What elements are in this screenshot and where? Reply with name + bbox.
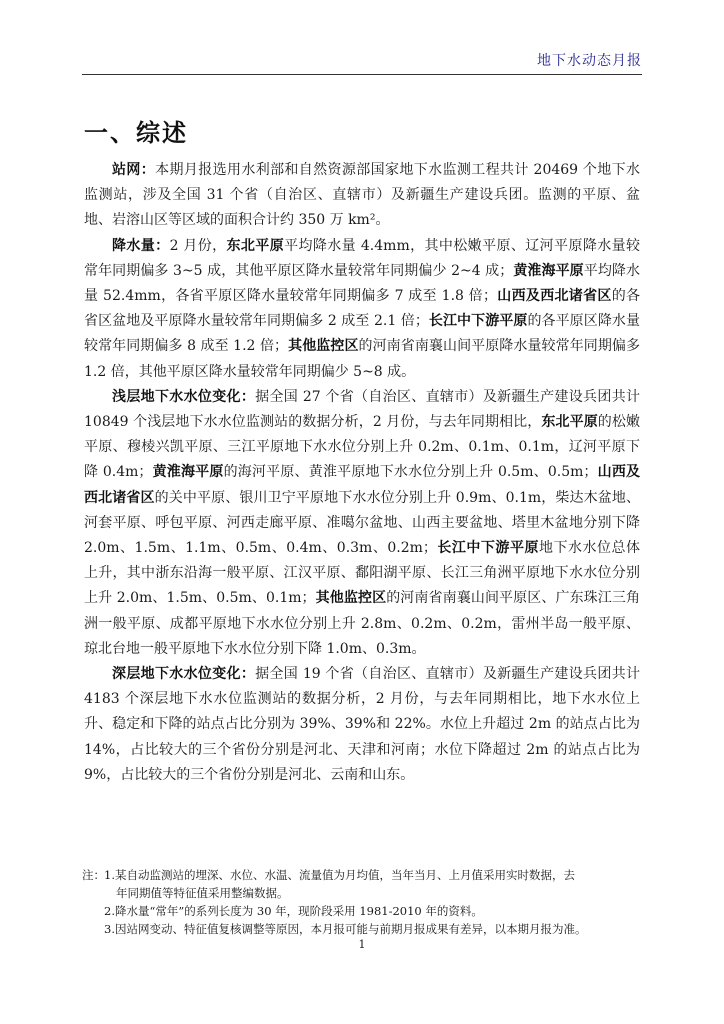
report-body (84, 158, 640, 788)
precipitation-text: 平均降水量 52.4mm，各省平原区降水量较常年同期偏多 7 成至 1.8 倍； (84, 262, 641, 305)
footnote-2 (82, 902, 642, 920)
region-label: 长江中下游平原 (428, 313, 528, 330)
footnote-text: 2.降水量“常年”的系列长度为 30 年，现阶段采用 1981-2010 年的资料。 (104, 904, 483, 918)
footnote-text: 1.某自动监测站的埋深、水位、水温、流量值为月均值，当年当月、上月值采用实时数据，去 (104, 868, 575, 882)
shallow-groundwater-text: 的河南省南襄山间平原区、广东珠江三角洲一般平原、成都平原地下水水位分别上升 2.8m、0.2m、0.2m，雷州半岛一般平原、琼北台地一般平原地下水水位分别下降 1.0m、0.3m。 (84, 590, 640, 657)
footnote-label: 注： (82, 868, 105, 882)
paragraph-station-network (84, 158, 640, 234)
region-label: 山西及西北诸省区 (496, 288, 612, 305)
header-rule (82, 74, 642, 75)
shallow-groundwater-text: 的关中平原、银川卫宁平原地下水水位分别上升 0.9m、0.1m，柴达木盆地、河套平原、呼包平原、河西走廊平原、准噶尔盆地、山西主要盆地、塔里木盆地分别下降 2.0m、1.5m、1.1m、0.5m、0.4m、0.3m、0.2m； (84, 489, 641, 557)
deep-groundwater-heading: 深层地下水水位变化： (112, 666, 256, 683)
deep-groundwater-text: 据全国 19 个省（自治区、直辖市）及新疆生产建设兵团共计 4183 个深层地下水水位监测站的数据分析，2 月份，与去年同期相比，地下水水位上升、稳定和下降的站点占比分别为 39%、39%和 22%。水位上升超过 2m 的站点占比为 14%，占比较大的三个省份分别是河北、天津和河南；水位下降超过 2m 的站点占比为 9%，占比较大的三个省份分别是河北、云南和山东。 (84, 666, 641, 783)
region-label: 东北平原 (226, 237, 285, 254)
section-heading: 一、综述 (84, 119, 188, 147)
footnote-3 (82, 920, 642, 938)
precipitation-text: 平均降水量 4.4mm，其中松嫩平原、辽河平原降水量较常年同期偏多 3~5 成，其他平原区降水量较常年同期偏少 2~4 成； (84, 237, 641, 279)
precipitation-heading: 降水量： (112, 237, 170, 254)
precipitation-text: 的各平原区降水量较常年同期偏多 8 成至 1.2 倍； (84, 313, 640, 355)
shallow-groundwater-text: 据全国 27 个省（自治区、直辖市）及新疆生产建设兵团共计 10849 个浅层地下水水位监测站的数据分析，2 月份，与去年同期相比， (84, 388, 641, 431)
shallow-groundwater-text: 的松嫩平原、穆棱兴凯平原、三江平原地下水水位分别上升 0.2m、0.1m、0.1m，辽河平原下降 0.4m； (84, 414, 640, 481)
paragraph-shallow-groundwater (84, 385, 640, 662)
region-label: 长江中下游平原 (436, 540, 539, 557)
station-network-text: 本期月报选用水利部和自然资源部国家地下水监测工程共计 20469 个地下水监测站，涉及全国 31 个省（自治区、直辖市）及新疆生产建设兵团。监测的平原、盆地、岩溶山区等区域的面积合计约 350 万 km²。 (84, 162, 640, 229)
region-label: 山西及西北诸省区 (84, 464, 641, 506)
region-label: 黄淮海平原 (513, 262, 584, 279)
header-title: 地下水动态月报 (537, 53, 642, 69)
precipitation-text: 的各省区盆地及平原降水量较常年同期偏多 2 成至 2.1 倍； (84, 288, 641, 330)
paragraph-precipitation (84, 234, 640, 385)
station-network-heading: 站网： (112, 162, 156, 178)
precipitation-text: 2 月份， (169, 237, 227, 254)
page-number: 1 (358, 938, 366, 951)
shallow-groundwater-text: 的海河平原、黄淮平原地下水水位分别上升 0.5m、0.5m； (223, 464, 598, 481)
footnote-text: 年同期值等特征值采用整编数据。 (116, 886, 289, 900)
paragraph-deep-groundwater (84, 662, 640, 788)
region-label: 东北平原 (541, 414, 598, 431)
footnote-1 (82, 866, 642, 884)
region-label: 黄淮海平原 (152, 464, 224, 481)
region-label: 其他监控区 (288, 338, 359, 355)
footnote-1-continued (82, 884, 642, 902)
precipitation-text: 的河南省南襄山间平原降水量较常年同期偏多 1.2 倍，其他平原区降水量较常年同期偏少 5~8 成。 (84, 338, 640, 380)
shallow-groundwater-text: 地下水水位总体上升，其中浙东沿海一般平原、江汉平原、鄱阳湖平原、长江三角洲平原地下水水位分别上升 2.0m、1.5m、0.5m、0.1m； (84, 540, 641, 607)
shallow-groundwater-heading: 浅层地下水水位变化： (112, 388, 256, 405)
footnotes (82, 866, 642, 938)
region-label: 其他监控区 (315, 590, 387, 607)
footnote-text: 3.因站网变动、特征值复核调整等原因，本月报可能与前期月报成果有差异，以本期月报为准。 (104, 922, 587, 936)
